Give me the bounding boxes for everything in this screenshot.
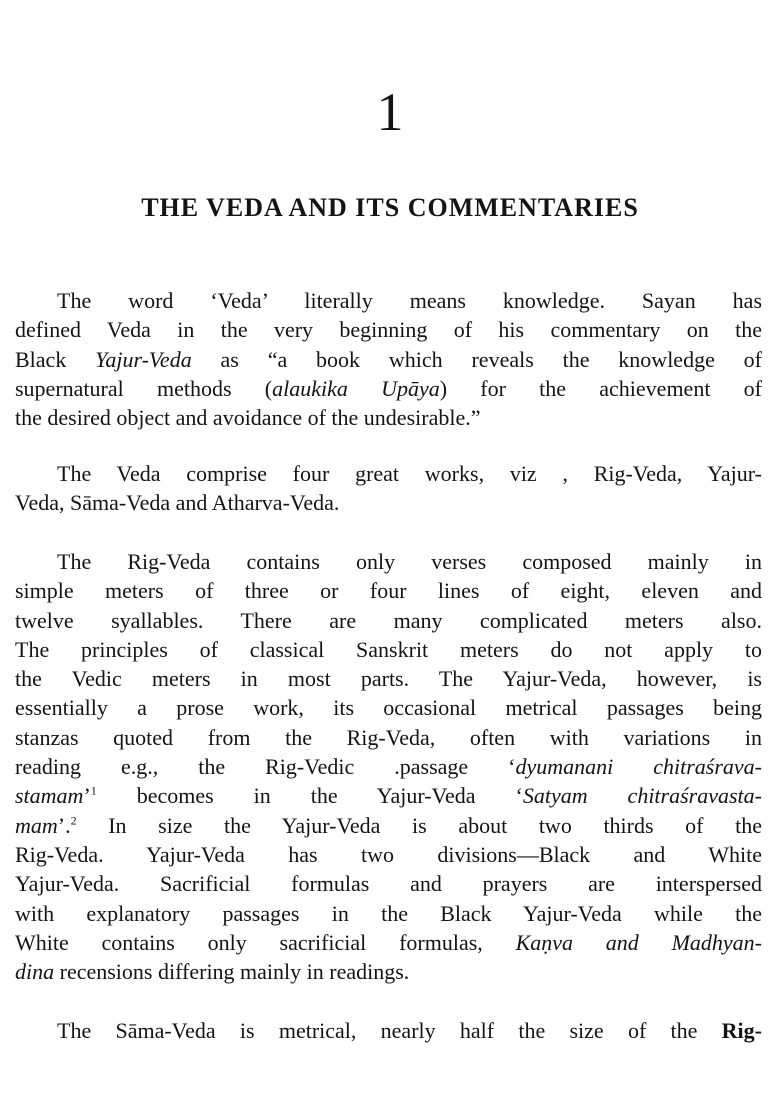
- paragraph-sama-veda: [15, 1016, 762, 1045]
- text-line: [15, 752, 762, 781]
- text-line: [15, 576, 762, 605]
- text-segment: as “a book which reveals the knowledge of: [191, 346, 762, 372]
- text-line: [15, 403, 762, 432]
- text-line: [15, 869, 762, 898]
- chapter-title: THE VEDA AND ITS COMMENTARIES: [141, 193, 639, 222]
- text-line: [15, 693, 762, 722]
- text-line: [15, 459, 762, 488]
- text-line: [15, 664, 762, 693]
- italic-term: mam: [15, 812, 58, 838]
- text-line: [15, 899, 762, 928]
- text-line: [15, 811, 762, 840]
- text-line: [15, 345, 762, 374]
- text-line: [15, 286, 762, 315]
- text-line: [15, 840, 762, 869]
- text-segment: The Rig-Veda contains only verses composed mainly in: [57, 549, 762, 574]
- text-line: [15, 1016, 762, 1045]
- text-segment: ) for the achievement of: [439, 375, 762, 401]
- paragraph-rig-yajur: [15, 547, 762, 986]
- paragraph-veda-definition: [15, 286, 762, 432]
- text-segment: ’.: [57, 812, 71, 838]
- text-line: [15, 957, 762, 986]
- chapter-number: 1: [376, 82, 404, 142]
- text-line: [15, 723, 762, 752]
- text-segment: The Veda comprise four great works, viz , Rig-Veda, Yajur-: [57, 461, 762, 486]
- text-line: [15, 374, 762, 403]
- text-segment: supernatural methods (: [15, 375, 273, 401]
- italic-term: Yajur-Veda: [95, 346, 192, 372]
- text-segment: Rig-Veda. Yajur-Veda has two divisions—Black and White: [15, 841, 762, 867]
- italic-term: dina: [15, 959, 55, 985]
- text-segment: with explanatory passages in the Black Yajur-Veda while the: [15, 900, 762, 926]
- text-segment: the Vedic meters in most parts. The Yajur-Veda, however, is: [15, 666, 762, 692]
- text-segment: Veda, Sāma-Veda and Atharva-Veda.: [15, 490, 340, 516]
- text-segment: The principles of classical Sanskrit meters do not apply to: [15, 636, 762, 662]
- text-line: [15, 928, 762, 957]
- text-line: [15, 547, 762, 576]
- text-segment: becomes in the Yajur-Veda ‘: [96, 783, 523, 809]
- text-segment: the desired object and avoidance of the undesirable.”: [15, 405, 481, 431]
- text-line: [15, 781, 762, 810]
- italic-term: Kaṇva and Madhyan-: [515, 929, 762, 955]
- text-segment: ’: [83, 783, 91, 809]
- text-segment: Yajur-Veda. Sacrificial formulas and prayers are interspersed: [15, 871, 762, 897]
- paragraph-four-works: [15, 459, 762, 518]
- text-line: [15, 315, 762, 344]
- text-segment: recensions differing mainly in readings.: [54, 959, 410, 985]
- text-line: [15, 635, 762, 664]
- text-segment: stanzas quoted from the Rig-Veda, often with variations in: [15, 724, 762, 750]
- text-segment: essentially a prose work, its occasional metrical passages being: [15, 695, 762, 721]
- text-segment: The Sāma-Veda is metrical, nearly half the size of the: [57, 1018, 722, 1043]
- text-segment: twelve syallables. There are many complicated meters also.: [15, 607, 762, 633]
- italic-term: Satyam chitraśravasta-: [522, 783, 762, 809]
- footnote-marker: 2: [70, 813, 77, 828]
- text-segment: In size the Yajur-Veda is about two thirds of the: [76, 812, 762, 838]
- italic-term: dyumanani chitraśrava-: [515, 754, 762, 780]
- text-line: [15, 488, 762, 517]
- text-segment: defined Veda in the very beginning of his commentary on the: [15, 317, 762, 343]
- text-segment: The word ‘Veda’ literally means knowledge. Sayan has: [57, 288, 762, 313]
- text-segment: White contains only sacrificial formulas,: [15, 929, 516, 955]
- text-line: [15, 606, 762, 635]
- text-segment: Rig-: [721, 1018, 762, 1043]
- italic-term: stamam: [15, 783, 84, 809]
- italic-term: alaukika Upāya: [272, 375, 440, 401]
- text-segment: Black: [15, 346, 96, 372]
- text-segment: simple meters of three or four lines of eight, eleven and: [15, 578, 762, 604]
- footnote-marker: 1: [90, 784, 97, 799]
- text-segment: reading e.g., the Rig-Vedic .passage ‘: [15, 754, 516, 780]
